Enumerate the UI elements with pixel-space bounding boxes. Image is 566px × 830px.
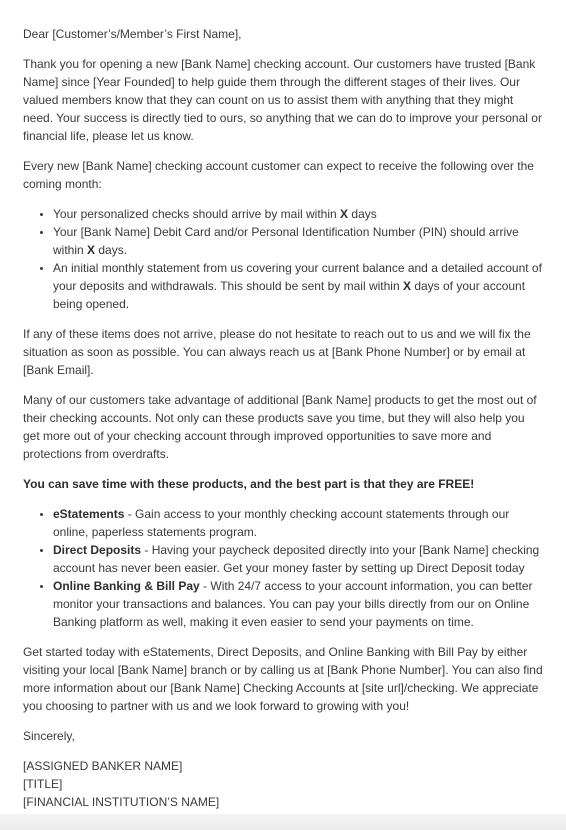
- product-description: - With 24/7 access to your account information, you can better monitor your transactions and balances. You can pay your bills directly from our on Online Banking platform as well, making it even easier to send your payments on time.: [53, 579, 533, 629]
- list-item: [53, 541, 544, 577]
- page-bottom-edge: [0, 814, 566, 830]
- list-item: • An initial monthly statement from us covering your current balance and a detailed account of your deposits and withdrawals. This should be sent by mail within X days of your account being opened.: [53, 259, 544, 313]
- intro-paragraph: Thank you for opening a new [Bank Name] checking account. Our customers have trusted [Bank Name] since [Year Founded] to help guide them through the different stages of their lives. Our valued members know that they can count on us to assist them with anything that they might need. Your success is directly tied to ours, so anything that we can do to improve your personal or financial life, please let us know.: [23, 57, 542, 143]
- list-item: • Your [Bank Name] Debit Card and/or Personal Identification Number (PIN) should arrive within X days.: [53, 223, 544, 259]
- product-description: - Having your paycheck deposited directly into your [Bank Name] checking account has never been easier. Get your money faster by setting up Direct Deposit today: [53, 543, 540, 575]
- products-intro-paragraph: Many of our customers take advantage of additional [Bank Name] products to get the most out of their checking accounts. Not only can these products save you time, but they will also help you get more out of your checking account through improved opportunities to save more and protections from overdrafts.: [23, 393, 537, 461]
- banker-name: [ASSIGNED BANKER NAME]: [23, 759, 183, 773]
- expect-list: [23, 205, 544, 313]
- list-item: • Your personalized checks should arrive by mail within X days: [53, 205, 544, 223]
- list-item: [53, 577, 544, 631]
- list-item: [53, 505, 544, 541]
- greeting: Dear [Customer’s/Member’s First Name],: [23, 27, 242, 41]
- closing-paragraph: Get started today with eStatements, Direct Deposits, and Online Banking with Bill Pay by either visiting your local [Bank Name] branch or by calling us at [Bank Phone Number]. You can also find more information about our [Bank Name] Checking Accounts at [site url]/checking. We appreciate you choosing to partner with us and we look forward to growing with you!: [23, 645, 543, 713]
- signoff: Sincerely,: [23, 729, 75, 743]
- contact-paragraph: If any of these items does not arrive, please do not hesitate to reach out to us and we will fix the situation as soon as possible. You can always reach us at [Bank Phone Number] or by email at [Bank Email].: [23, 327, 531, 377]
- product-description: - Gain access to your monthly checking account statements through our online, paperless statements program.: [53, 507, 510, 539]
- banker-title: [TITLE]: [23, 777, 63, 791]
- products-list: [23, 505, 544, 631]
- product-name: eStatements: [53, 507, 125, 521]
- free-products-heading: You can save time with these products, and the best part is that they are FREE!: [23, 477, 475, 491]
- product-name: Direct Deposits: [53, 543, 142, 557]
- institution-name: [FINANCIAL INSTITUTION’S NAME]: [23, 795, 220, 809]
- expect-intro-paragraph: Every new [Bank Name] checking account customer can expect to receive the following over the coming month:: [23, 159, 534, 191]
- signature-block: [23, 757, 544, 811]
- product-name: Online Banking & Bill Pay: [53, 579, 200, 593]
